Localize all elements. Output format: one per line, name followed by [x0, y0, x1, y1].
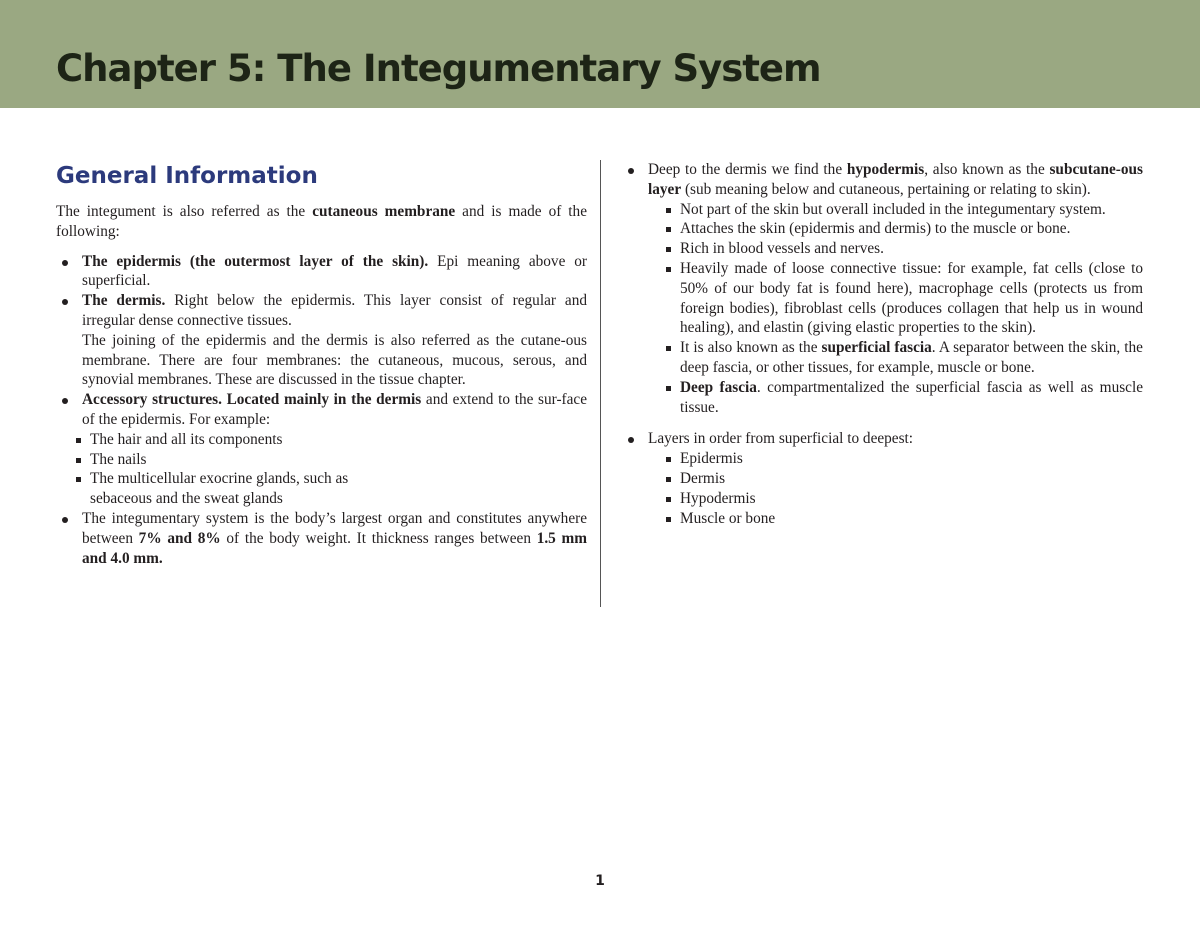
item-text: . A separator between the skin, the deep fascia, or other tissues, for example, muscle or bone.: [680, 339, 1143, 376]
sub-item-glands: The multicellular exocrine glands, such as sebaceous and the sweat glands: [56, 469, 390, 509]
sub-item-dermis: Dermis: [646, 469, 1143, 489]
item-bold: The epidermis (the outermost layer of the skin).: [82, 252, 429, 270]
item-text: of the body weight. It thickness ranges between: [220, 529, 537, 547]
list-item-largest-organ: [56, 509, 587, 568]
item-text: (sub meaning below and cutaneous, pertaining or relating to skin).: [681, 180, 1091, 198]
item-text: . compartmentalized the superficial fascia as well as muscle tissue.: [680, 378, 1144, 416]
list-item-dermis: [56, 291, 587, 390]
section-heading: General Information: [56, 163, 318, 189]
sub-item-not-part: Not part of the skin but overall included in the integumentary system.: [646, 200, 1143, 220]
list-item-layers: [622, 429, 1143, 528]
list-item-hypodermis: [622, 160, 1143, 417]
chapter-title: Chapter 5: The Integumentary System: [56, 47, 821, 90]
intro-paragraph: [56, 202, 587, 242]
layers-sublist: [646, 449, 1143, 528]
item-bold: The dermis.: [82, 292, 166, 310]
left-column: [56, 160, 587, 568]
sub-item-loose-tissue: Heavily made of loose connective tissue: for example, fat cells (close to 50% of our body fat is found here), macrophage cells (protects us from foreign bodies), fibroblast cells (produces collagen that help us in wound healing), and elastin (giving elastic properties to the skin).: [646, 259, 1143, 338]
sub-item-attaches: Attaches the skin (epidermis and dermis) to the muscle or bone.: [646, 219, 1143, 239]
sub-item-muscle-or-bone: Muscle or bone: [646, 509, 1143, 529]
item-bold: Accessory structures. Located mainly in the dermis: [82, 391, 422, 409]
general-info-list: [56, 252, 587, 569]
sub-item-deep-fascia: [646, 378, 1143, 418]
intro-bold: cutaneous membrane: [312, 203, 456, 220]
accessory-sublist: [56, 430, 587, 509]
item-text: , also known as the: [924, 161, 1050, 178]
item-text: Epi meaning above or superficial.: [82, 252, 588, 290]
item-extra-text: The joining of the epidermis and the dermis is also referred as the cutane-ous membrane. There are four membranes: the cutaneous, mucous, serous, and synovial membranes. These are discussed in the tissue chapter.: [82, 331, 587, 389]
list-item-accessory-structures: [56, 390, 587, 509]
hypodermis-sublist: [646, 200, 1143, 418]
hypodermis-list: [622, 160, 1143, 528]
item-text: The integumentary system is the body’s largest organ and constitutes anywhere between: [82, 509, 587, 547]
intro-text: The integument is also referred as the: [56, 203, 313, 220]
item-bold-thickness: 1.5 mm and 4.0 mm.: [82, 529, 588, 567]
item-text: Layers in order from superficial to deepest:: [648, 430, 914, 448]
sub-item-epidermis: Epidermis: [646, 449, 1143, 469]
column-divider: [600, 160, 601, 607]
sub-item-rich-vessels: Rich in blood vessels and nerves.: [646, 239, 1143, 259]
sub-item-hair: The hair and all its components: [56, 430, 587, 450]
list-item-epidermis: [56, 252, 587, 292]
sub-item-nails: The nails: [56, 450, 587, 470]
sub-item-superficial-fascia: [646, 338, 1143, 378]
item-bold: subcutane-ous layer: [648, 161, 1143, 198]
item-text: Deep to the dermis we find the: [648, 161, 847, 178]
page-number: 1: [595, 873, 605, 889]
item-bold: superficial fascia: [821, 339, 932, 357]
item-bold: hypodermis: [846, 161, 925, 178]
item-text: and extend to the sur-face of the epidermis. For example:: [82, 391, 588, 428]
right-column: [622, 160, 1143, 528]
item-bold-percent: 7% and 8%: [138, 529, 221, 547]
intro-text-end: and is made of the following:: [56, 203, 587, 240]
sub-item-hypodermis: Hypodermis: [646, 489, 1143, 509]
item-bold: Deep fascia: [680, 378, 757, 396]
item-text: Right below the epidermis. This layer consist of regular and irregular dense connective tissues.: [82, 292, 587, 329]
item-text: It is also known as the: [680, 339, 822, 357]
